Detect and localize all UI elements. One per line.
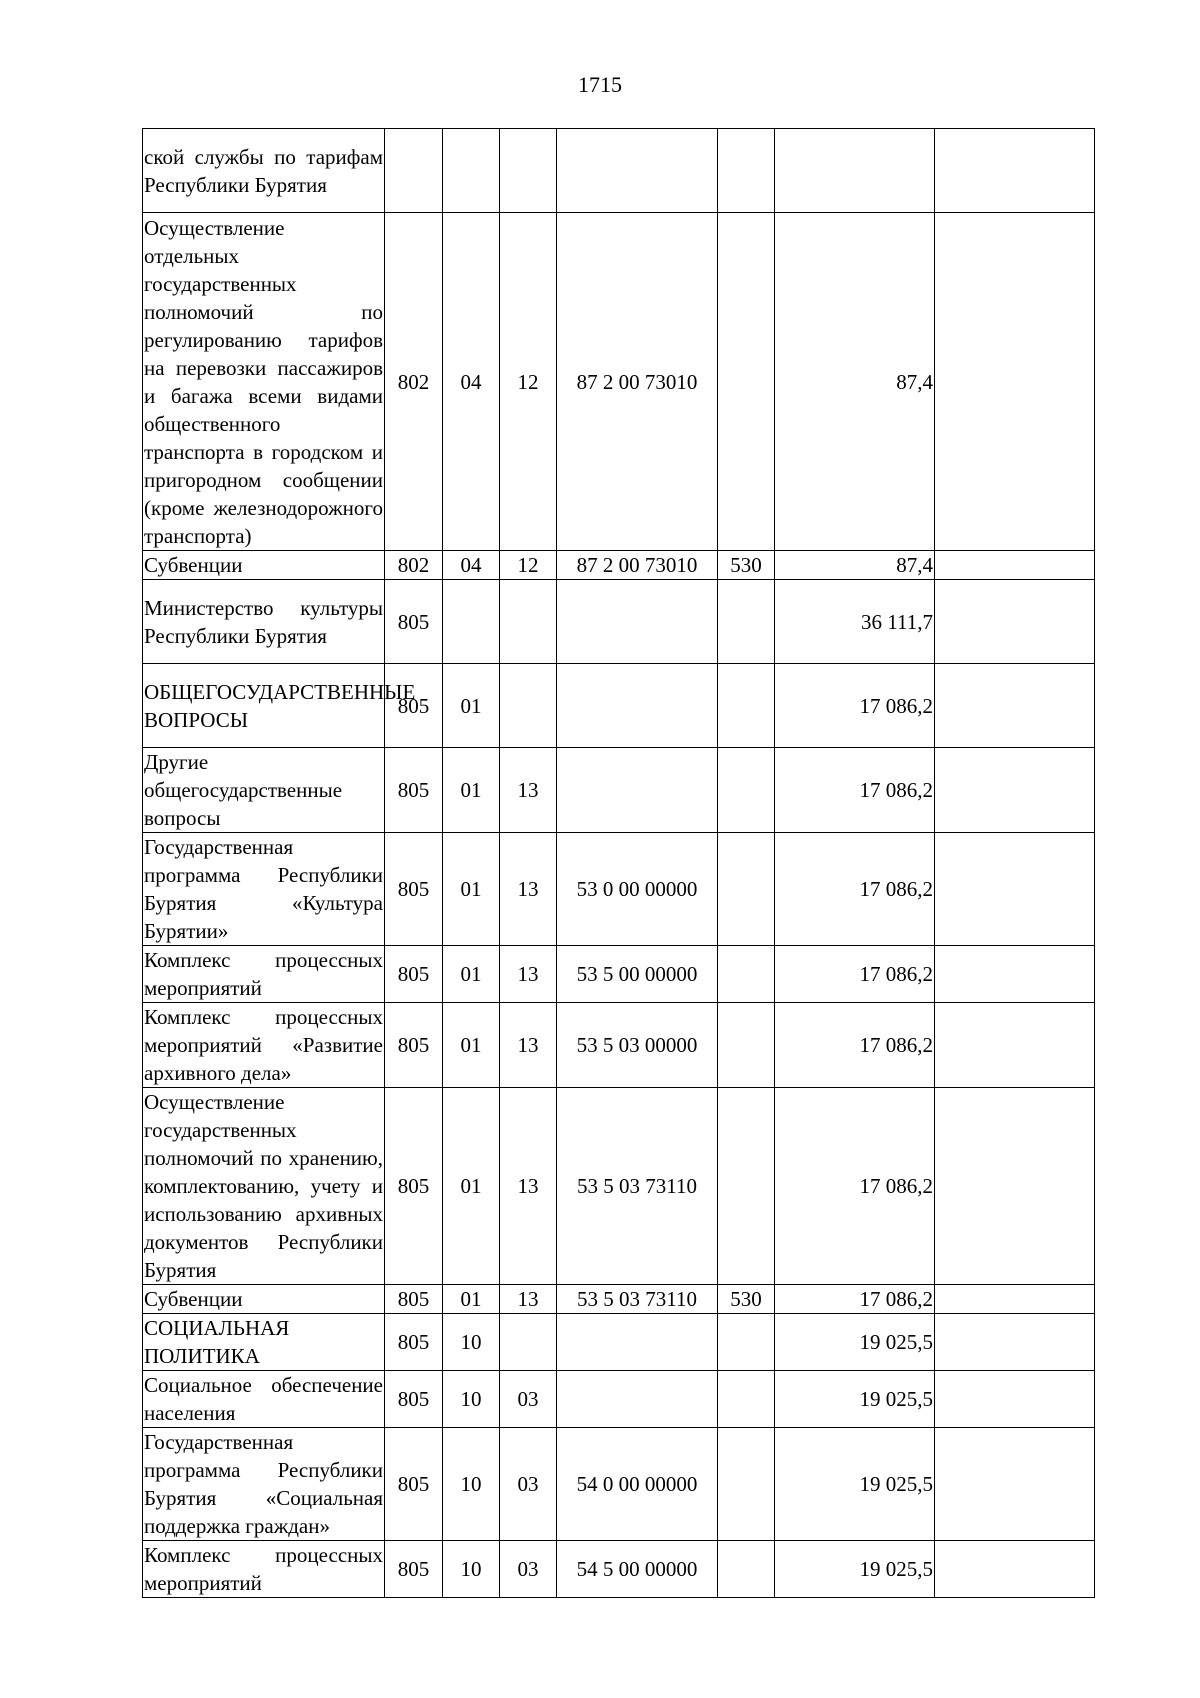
cell-name: Осуществление отдельных государственных полномочий по регулированию тарифов на перевозки пассажиров и багажа всеми видами общественного транспорта в городском и пригородном сообщении (кроме железнодорожного транспорта)	[143, 213, 385, 551]
cell-gr: 805	[385, 1428, 443, 1541]
table-row	[143, 1285, 1095, 1314]
cell-gr: 805	[385, 748, 443, 833]
cell-extra	[935, 1285, 1095, 1314]
cell-vr	[718, 946, 775, 1003]
cell-extra	[935, 213, 1095, 551]
cell-sum: 36 111,7	[775, 580, 935, 664]
cell-sum: 17 086,2	[775, 748, 935, 833]
cell-vr	[718, 1088, 775, 1285]
table-row	[143, 946, 1095, 1003]
cell-pr: 12	[500, 213, 557, 551]
cell-rz: 10	[443, 1371, 500, 1428]
cell-pr: 13	[500, 833, 557, 946]
cell-extra	[935, 664, 1095, 748]
cell-name: Социальное обеспечение населения	[143, 1371, 385, 1428]
cell-sum: 17 086,2	[775, 1003, 935, 1088]
cell-sum: 19 025,5	[775, 1314, 935, 1371]
cell-name: Государственная программа Республики Бурятия «Социальная поддержка граждан»	[143, 1428, 385, 1541]
cell-extra	[935, 833, 1095, 946]
cell-name: Комплекс процессных мероприятий	[143, 946, 385, 1003]
cell-cs	[557, 129, 718, 213]
table-row	[143, 1314, 1095, 1371]
table-row	[143, 833, 1095, 946]
cell-name: Комплекс процессных мероприятий	[143, 1541, 385, 1598]
cell-extra	[935, 1314, 1095, 1371]
cell-gr: 805	[385, 1088, 443, 1285]
cell-pr: 13	[500, 1088, 557, 1285]
cell-rz: 01	[443, 1003, 500, 1088]
cell-extra	[935, 551, 1095, 580]
cell-pr: 03	[500, 1541, 557, 1598]
cell-sum: 87,4	[775, 213, 935, 551]
table-body	[143, 129, 1095, 1598]
cell-pr: 13	[500, 748, 557, 833]
cell-pr	[500, 664, 557, 748]
cell-pr: 03	[500, 1428, 557, 1541]
cell-vr	[718, 833, 775, 946]
cell-vr	[718, 1314, 775, 1371]
cell-rz: 10	[443, 1428, 500, 1541]
cell-cs: 54 0 00 00000	[557, 1428, 718, 1541]
cell-sum: 19 025,5	[775, 1371, 935, 1428]
cell-name: Другие общегосударственные вопросы	[143, 748, 385, 833]
cell-cs: 87 2 00 73010	[557, 551, 718, 580]
cell-rz: 10	[443, 1541, 500, 1598]
cell-name: Государственная программа Республики Бурятия «Культура Бурятии»	[143, 833, 385, 946]
cell-sum: 87,4	[775, 551, 935, 580]
cell-vr	[718, 129, 775, 213]
cell-pr: 13	[500, 946, 557, 1003]
cell-gr: 805	[385, 1314, 443, 1371]
cell-pr: 13	[500, 1285, 557, 1314]
cell-extra	[935, 1541, 1095, 1598]
cell-cs: 53 5 03 73110	[557, 1285, 718, 1314]
cell-gr: 805	[385, 1541, 443, 1598]
budget-table	[142, 128, 1095, 1598]
cell-rz: 01	[443, 664, 500, 748]
cell-name: СОЦИАЛЬНАЯ ПОЛИТИКА	[143, 1314, 385, 1371]
cell-sum: 19 025,5	[775, 1541, 935, 1598]
cell-pr	[500, 129, 557, 213]
cell-rz: 01	[443, 946, 500, 1003]
cell-extra	[935, 1428, 1095, 1541]
cell-name: Осуществление государственных полномочий по хранению, комплектованию, учету и использованию архивных документов Республики Бурятия	[143, 1088, 385, 1285]
cell-vr	[718, 213, 775, 551]
table-row	[143, 1088, 1095, 1285]
cell-sum: 19 025,5	[775, 1428, 935, 1541]
table-row	[143, 1371, 1095, 1428]
cell-name: Субвенции	[143, 1285, 385, 1314]
cell-sum: 17 086,2	[775, 1285, 935, 1314]
cell-vr: 530	[718, 551, 775, 580]
cell-pr: 13	[500, 1003, 557, 1088]
cell-cs: 53 0 00 00000	[557, 833, 718, 946]
cell-sum: 17 086,2	[775, 664, 935, 748]
cell-rz	[443, 580, 500, 664]
cell-vr	[718, 664, 775, 748]
table-row	[143, 551, 1095, 580]
cell-cs	[557, 664, 718, 748]
cell-name: Министерство культуры Республики Бурятия	[143, 580, 385, 664]
cell-cs: 87 2 00 73010	[557, 213, 718, 551]
cell-cs: 53 5 03 00000	[557, 1003, 718, 1088]
cell-gr: 805	[385, 833, 443, 946]
cell-rz: 01	[443, 833, 500, 946]
cell-pr: 12	[500, 551, 557, 580]
cell-gr: 805	[385, 1371, 443, 1428]
cell-vr	[718, 1003, 775, 1088]
cell-extra	[935, 580, 1095, 664]
table-row	[143, 213, 1095, 551]
cell-extra	[935, 1371, 1095, 1428]
cell-cs: 54 5 00 00000	[557, 1541, 718, 1598]
cell-gr: 805	[385, 1003, 443, 1088]
cell-name: Субвенции	[143, 551, 385, 580]
cell-cs	[557, 580, 718, 664]
cell-gr: 805	[385, 664, 443, 748]
cell-vr	[718, 580, 775, 664]
cell-cs	[557, 1314, 718, 1371]
cell-name: Комплекс процессных мероприятий «Развитие архивного дела»	[143, 1003, 385, 1088]
cell-name: ской службы по тарифам Республики Бурятия	[143, 129, 385, 213]
cell-rz	[443, 129, 500, 213]
cell-cs: 53 5 03 73110	[557, 1088, 718, 1285]
cell-extra	[935, 946, 1095, 1003]
cell-gr: 805	[385, 946, 443, 1003]
page-number: 1715	[578, 72, 622, 97]
table-row	[143, 1428, 1095, 1541]
cell-gr: 802	[385, 551, 443, 580]
table-row	[143, 1003, 1095, 1088]
cell-sum: 17 086,2	[775, 1088, 935, 1285]
cell-cs: 53 5 00 00000	[557, 946, 718, 1003]
cell-rz: 01	[443, 1088, 500, 1285]
cell-extra	[935, 1003, 1095, 1088]
table-row	[143, 748, 1095, 833]
cell-vr	[718, 1428, 775, 1541]
cell-rz: 04	[443, 551, 500, 580]
cell-gr: 805	[385, 580, 443, 664]
cell-name: ОБЩЕГОСУДАРСТВЕННЫЕ ВОПРОСЫ	[143, 664, 385, 748]
table-row	[143, 129, 1095, 213]
cell-pr	[500, 1314, 557, 1371]
cell-extra	[935, 129, 1095, 213]
cell-pr	[500, 580, 557, 664]
cell-rz: 01	[443, 748, 500, 833]
cell-rz: 04	[443, 213, 500, 551]
cell-vr: 530	[718, 1285, 775, 1314]
cell-gr: 805	[385, 1285, 443, 1314]
cell-rz: 10	[443, 1314, 500, 1371]
cell-sum: 17 086,2	[775, 833, 935, 946]
cell-vr	[718, 1371, 775, 1428]
cell-cs	[557, 1371, 718, 1428]
cell-pr: 03	[500, 1371, 557, 1428]
cell-extra	[935, 748, 1095, 833]
cell-sum	[775, 129, 935, 213]
table-row	[143, 1541, 1095, 1598]
cell-rz: 01	[443, 1285, 500, 1314]
table-row	[143, 580, 1095, 664]
cell-gr: 802	[385, 213, 443, 551]
cell-extra	[935, 1088, 1095, 1285]
table-row	[143, 664, 1095, 748]
cell-cs	[557, 748, 718, 833]
cell-vr	[718, 1541, 775, 1598]
cell-vr	[718, 748, 775, 833]
cell-gr	[385, 129, 443, 213]
cell-sum: 17 086,2	[775, 946, 935, 1003]
